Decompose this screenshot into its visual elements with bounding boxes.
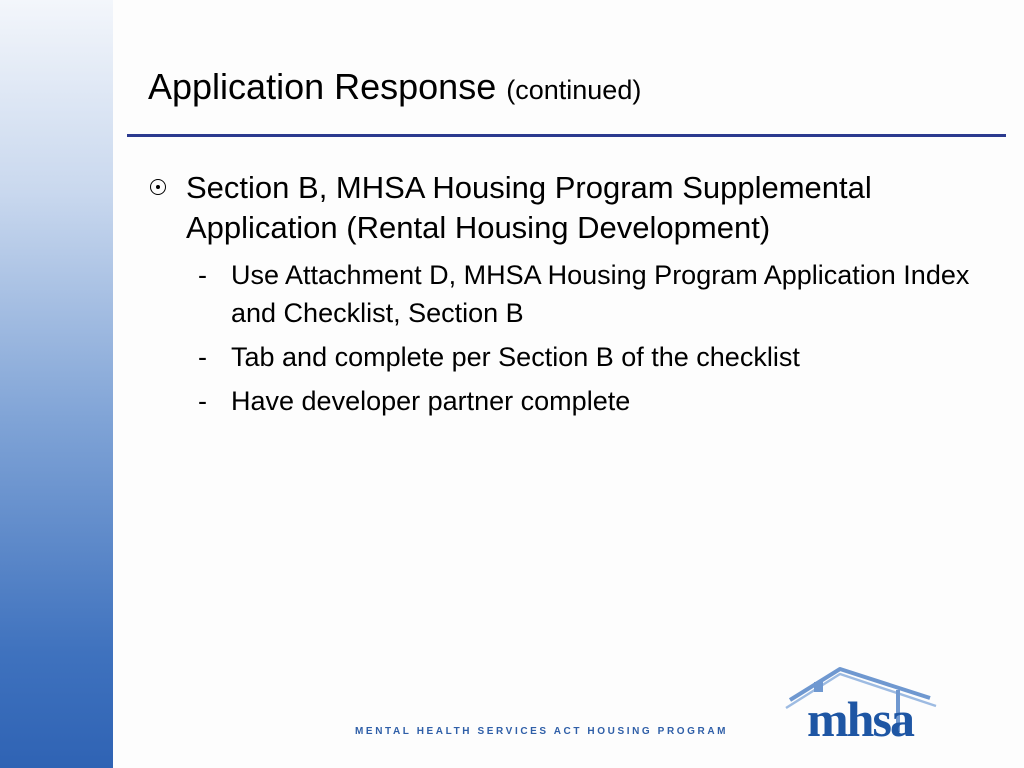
slide-title-suffix: (continued)	[506, 75, 642, 105]
logo-text: mhsa	[807, 691, 913, 746]
circle-dot-bullet-icon	[150, 179, 166, 195]
sub-bullet-item	[148, 382, 988, 420]
dash-marker: -	[198, 342, 207, 372]
dash-marker: -	[198, 260, 207, 290]
mhsa-logo-graphic	[780, 664, 940, 746]
sub-bullet-item	[148, 256, 988, 332]
sub-bullet-text: Have developer partner complete	[231, 386, 631, 416]
sub-bullet-item	[148, 338, 988, 376]
mhsa-logo	[780, 664, 940, 746]
title-divider	[127, 134, 1006, 137]
slide-title	[148, 64, 641, 113]
main-bullet	[148, 168, 988, 248]
sub-bullet-text: Tab and complete per Section B of the checklist	[231, 342, 800, 372]
slide-content	[148, 168, 988, 426]
sub-bullet-list	[148, 256, 988, 420]
left-gradient-band	[0, 0, 113, 768]
slide-title-main: Application Response	[148, 66, 497, 107]
sub-bullet-text: Use Attachment D, MHSA Housing Program Application Index and Checklist, Section B	[231, 260, 970, 328]
program-name-footer: MENTAL HEALTH SERVICES ACT HOUSING PROGRAM	[355, 726, 729, 737]
dash-marker: -	[198, 386, 207, 416]
main-bullet-text: Section B, MHSA Housing Program Supplemental Application (Rental Housing Development)	[186, 170, 872, 245]
